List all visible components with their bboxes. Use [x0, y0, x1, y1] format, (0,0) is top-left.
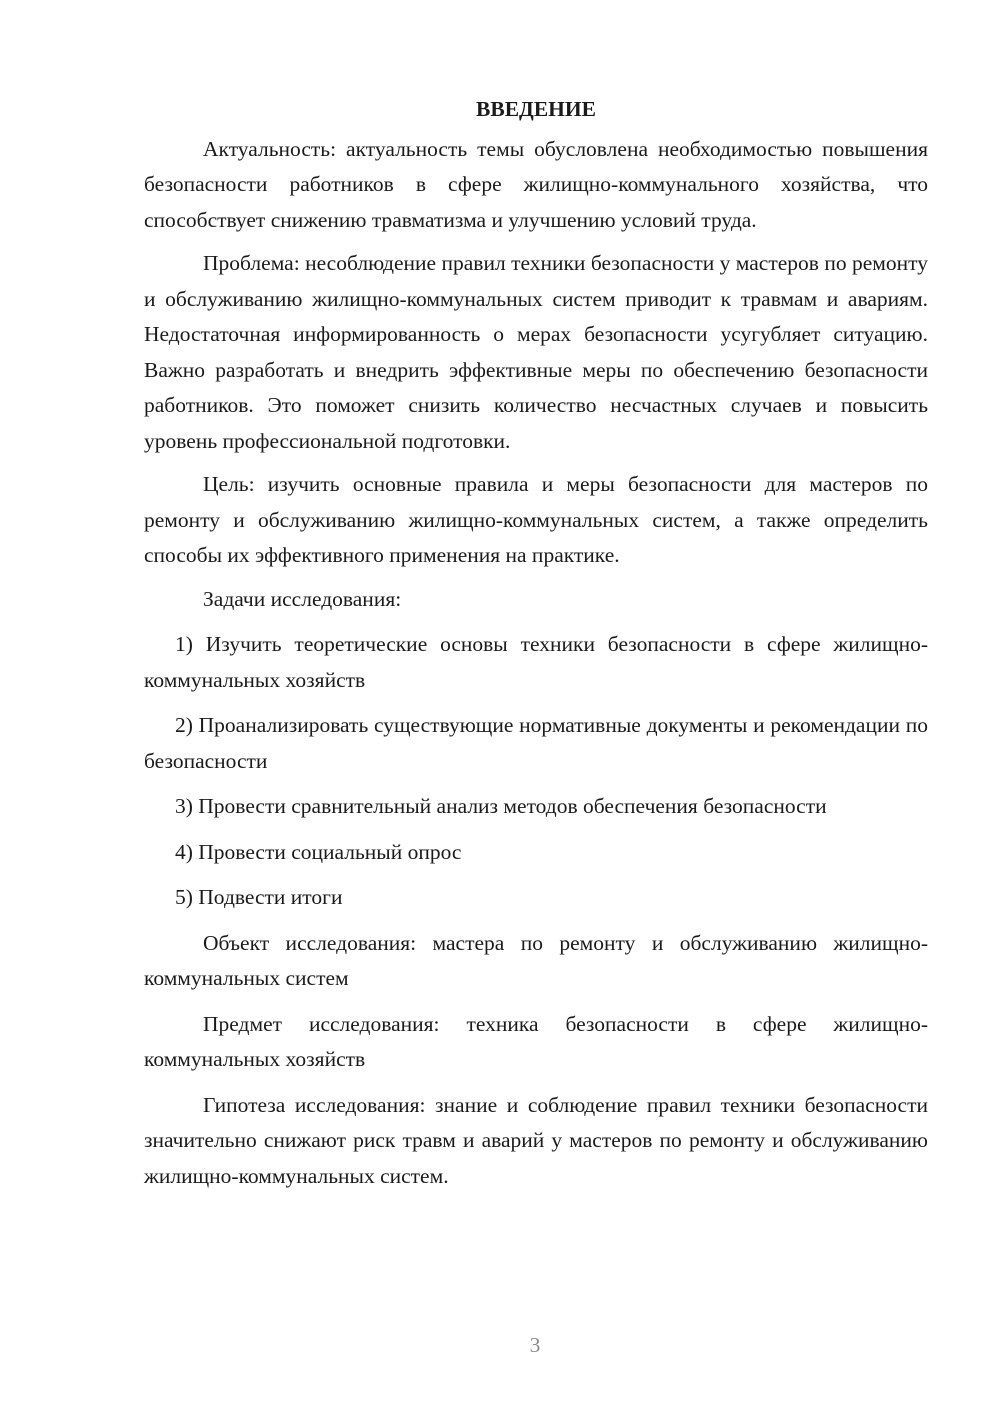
- document-page: [144, 92, 928, 1194]
- task-item: 5) Подвести итоги: [175, 885, 343, 909]
- task-item: 3) Провести сравнительный анализ методов обеспечения безопасности: [175, 794, 827, 818]
- task-item: 2) Проанализировать существующие нормативные документы и рекомендации по безопасности: [144, 713, 928, 773]
- relevance-paragraph: Актуальность: актуальность темы обусловлена необходимостью повышения безопасности работников в сфере жилищно-коммунального хозяйства, что способствует снижению травматизма и улучшению условий труда.: [144, 136, 928, 232]
- task-item: 4) Провести социальный опрос: [175, 839, 462, 864]
- page-title: ВВЕДЕНИЕ: [476, 97, 596, 121]
- task-item: 1) Изучить теоретические основы техники безопасности в сфере жилищно-коммунальных хозяйств: [144, 632, 928, 692]
- goal-paragraph: Цель: изучить основные правила и меры безопасности для мастеров по ремонту и обслуживанию жилищно-коммунальных систем, а также определить способы их эффективного применения на практике.: [144, 472, 928, 567]
- tasks-list: [144, 627, 928, 916]
- object-paragraph: Объект исследования: мастера по ремонту и обслуживанию жилищно-коммунальных систем: [144, 930, 928, 990]
- hypothesis-paragraph: Гипотеза исследования: знание и соблюдение правил техники безопасности значительно снижают риск травм и аварий у мастеров по ремонту и обслуживанию жилищно-коммунальных систем.: [144, 1092, 928, 1188]
- page-number: 3: [529, 1333, 541, 1357]
- subject-paragraph: Предмет исследования: техника безопасности в сфере жилищно-коммунальных хозяйств: [144, 1011, 928, 1071]
- tasks-heading: Задачи исследования:: [203, 586, 402, 611]
- problem-paragraph: Проблема: несоблюдение правил техники безопасности у мастеров по ремонту и обслуживанию жилищно-коммунальных систем приводит к травмам и авариям. Недостаточная информированность о мерах безопасности усугубляет ситуацию. Важно разработать и внедрить эффективные меры по обеспечению безопасности работников. Это поможет снизить количество несчастных случаев и повысить уровень профессиональной подготовки.: [144, 251, 928, 453]
